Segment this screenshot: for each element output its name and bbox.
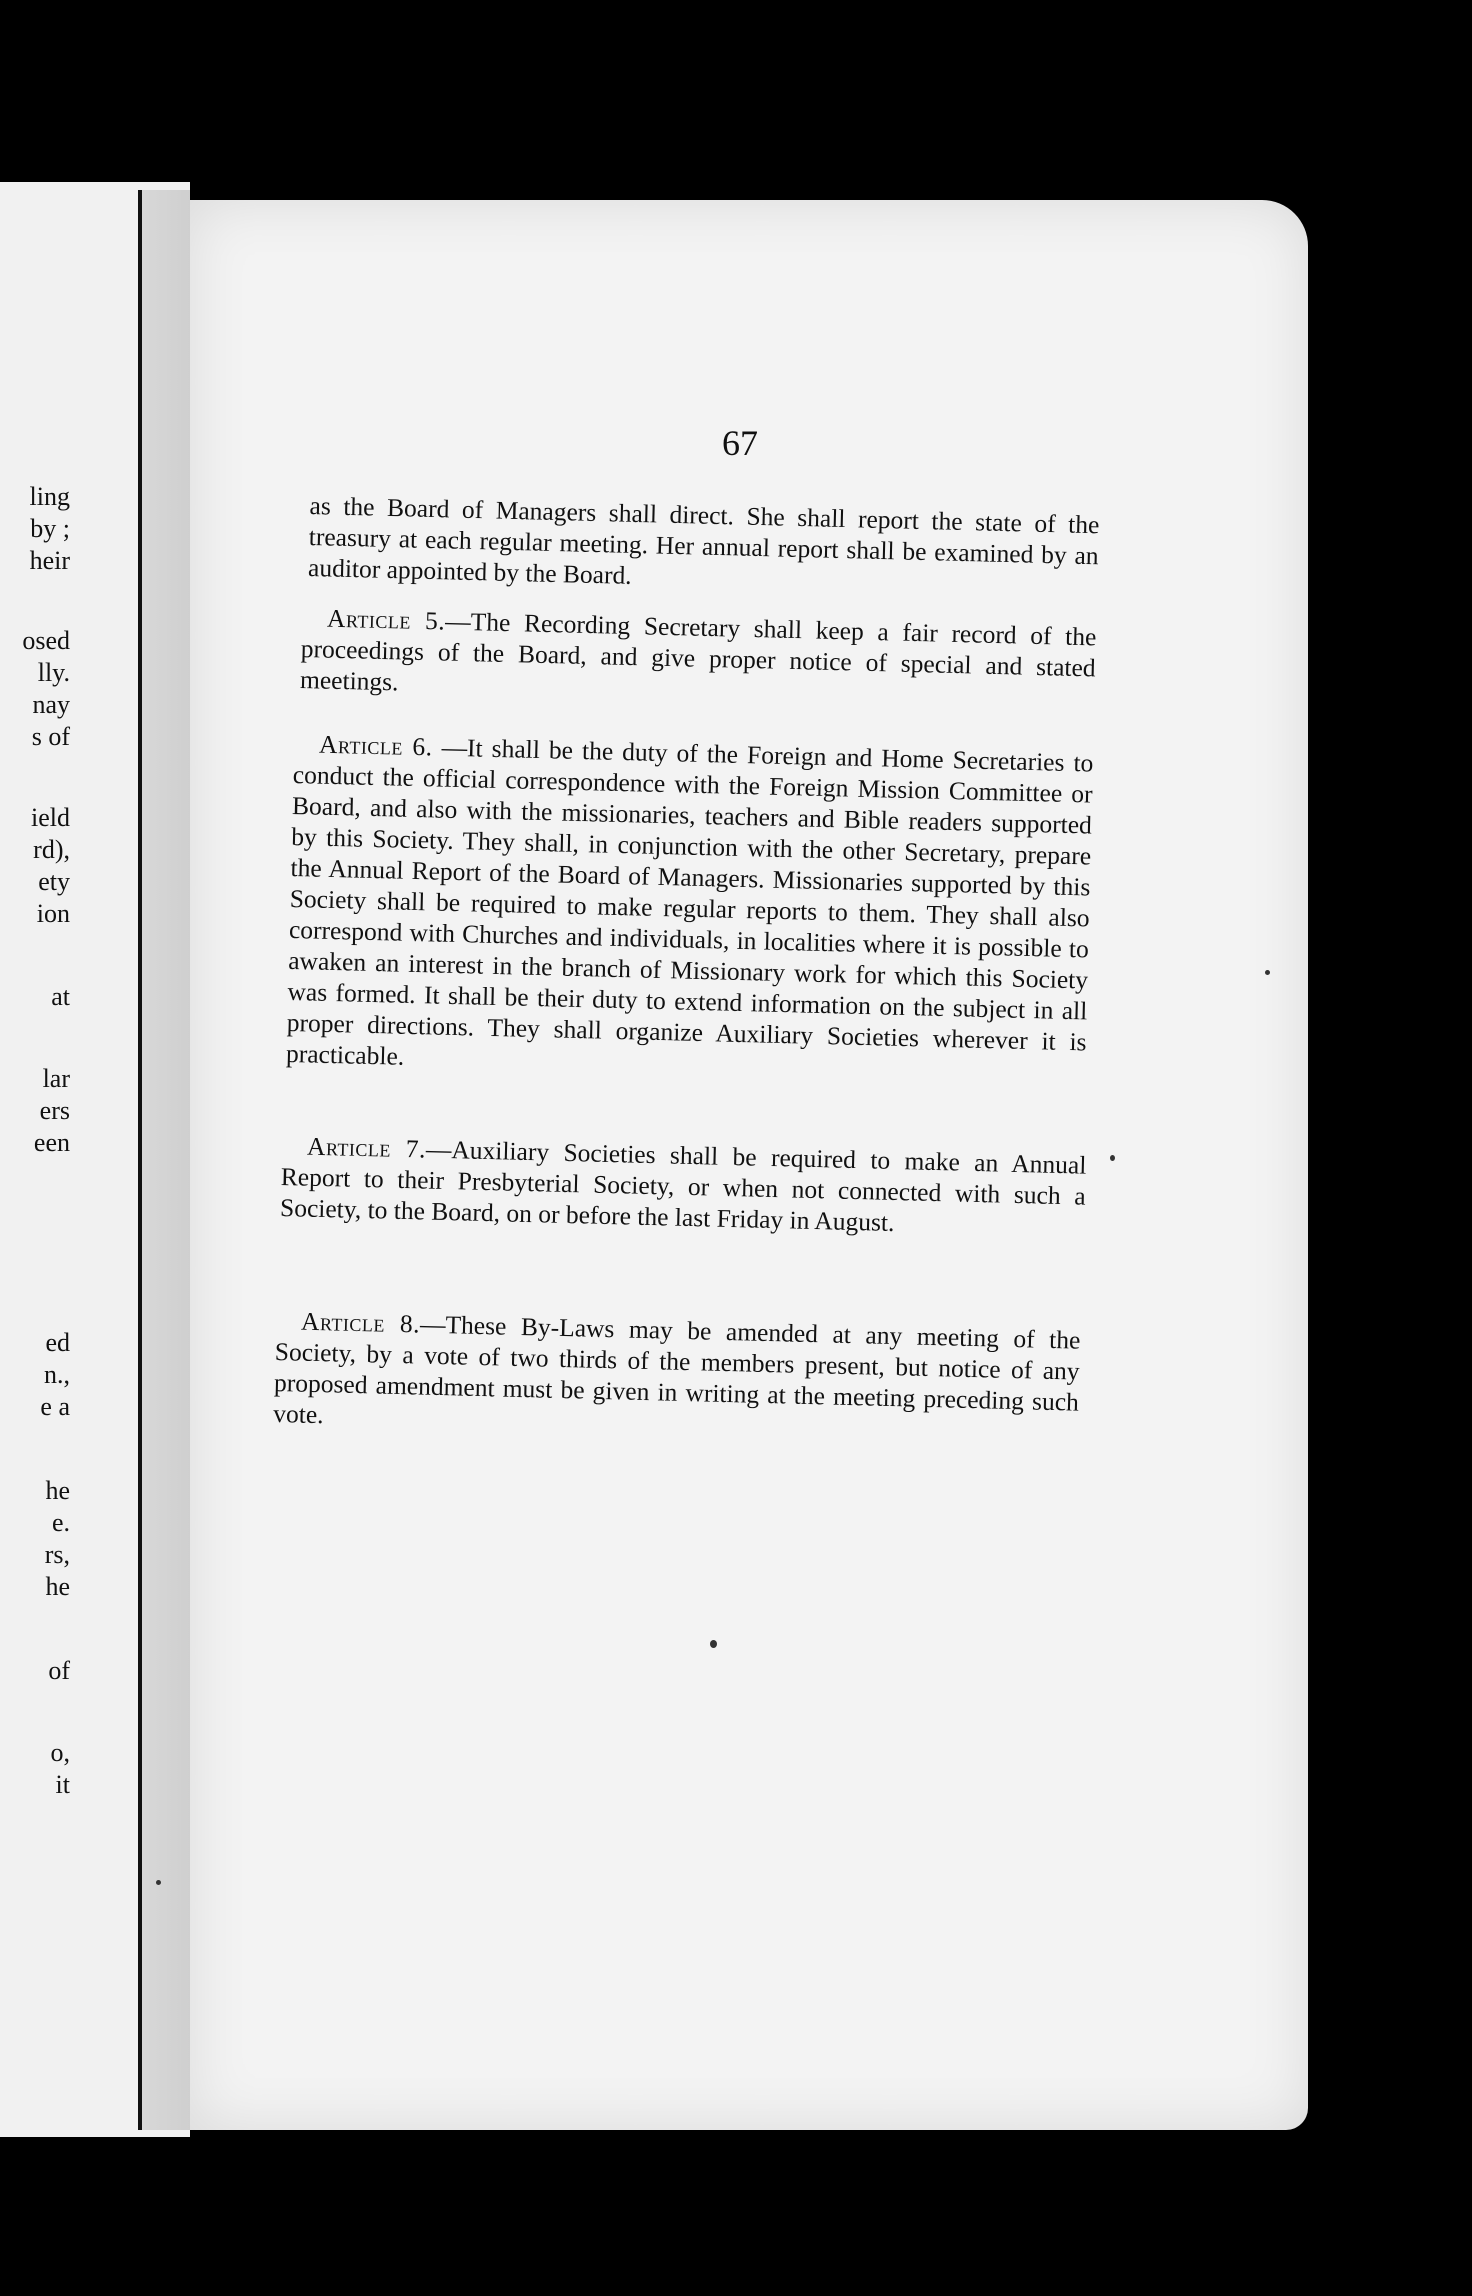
paragraph-text: —It shall be the duty of the Foreign and Home Secretaries to conduct the official correspondence with the Foreign Mission Committee or Board, and also with the missionaries, teachers and Bible readers supported by this Society. They shall, in conjunction with the other Secretary, prepare the Annual Report of the Board of Managers. Missionaries supported by this Society shall be required to make regular reports to them. They shall also correspond with Churches and individuals, in localities where it is possible to awaken an interest in the branch of Missionary work for which this Society was formed. It shall be their duty to extend information on the subject in all proper directions. They shall organize Auxiliary Societies wherever it is practicable. <box>285 732 1094 1071</box>
article-label: Article 8. <box>300 1306 421 1339</box>
paragraph-text: as the Board of Managers shall direct. She shall report the state of the treasury at each regular meeting. Her annual report shall be examined by an auditor appointed by the Board. <box>307 490 1100 590</box>
paragraph-treasurer-continued <box>308 490 1100 602</box>
left-text-fragment: ed <box>45 1328 70 1357</box>
document-page <box>190 200 1308 2130</box>
left-text-fragment: by ; <box>30 514 70 543</box>
paragraph-article-7 <box>280 1130 1087 1243</box>
left-text-fragment: e a <box>40 1392 70 1421</box>
page-number: 67 <box>722 423 758 463</box>
left-text-fragment: s of <box>31 722 70 751</box>
paragraph-text: —These By-Laws may be amended at any meeting of the Society, by a vote of two thirds of the members present, but notice of any proposed amendment must be given in writing at the meeting preceding such vote. <box>272 1309 1081 1430</box>
paragraph-text: —Auxiliary Societies shall be required to make an Annual Report to their Presbyterial Society, or when not connected with such a Society, to the Board, on or before the last Friday in August. <box>279 1134 1087 1237</box>
left-text-fragment: ling <box>29 482 70 511</box>
left-text-fragment: lar <box>42 1064 70 1093</box>
paragraph-article-6 <box>286 728 1094 1088</box>
ink-speck <box>710 1640 717 1648</box>
left-text-fragment: osed <box>22 626 70 655</box>
left-text-fragment: of <box>48 1656 70 1685</box>
book-spine-gutter <box>138 190 190 2130</box>
left-text-fragment: ety <box>38 867 70 896</box>
left-text-fragment: ers <box>39 1096 70 1125</box>
left-text-fragment: ield <box>31 803 70 832</box>
article-label: Article 6. <box>318 729 433 762</box>
left-text-fragment: he <box>45 1476 70 1505</box>
article-label: Article 5. <box>326 603 446 636</box>
ink-speck <box>156 1880 161 1885</box>
paragraph-article-8 <box>273 1305 1081 1449</box>
left-text-fragment: nay <box>32 690 70 719</box>
left-text-fragment: o, <box>50 1738 70 1767</box>
left-text-fragment: rs, <box>44 1540 70 1569</box>
article-label: Article 7. <box>306 1131 427 1164</box>
left-text-fragment: it <box>55 1770 70 1799</box>
left-text-fragment: ion <box>36 899 70 928</box>
left-text-fragment: he <box>45 1572 70 1601</box>
left-text-fragment: een <box>33 1128 70 1157</box>
paragraph-text: —The Recording Secretary shall keep a fair record of the proceedings of the Board, and give proper notice of special and stated meetings. <box>299 606 1097 697</box>
paragraph-article-5 <box>300 602 1097 714</box>
left-text-fragment: heir <box>29 546 70 575</box>
left-text-fragment: e. <box>51 1508 70 1537</box>
ink-speck <box>1110 1155 1115 1161</box>
ink-speck <box>1265 970 1270 975</box>
left-text-fragment: n., <box>44 1360 70 1389</box>
left-text-fragment: lly. <box>37 658 70 687</box>
left-text-fragment: rd), <box>33 835 70 864</box>
left-text-fragment: at <box>51 982 70 1011</box>
